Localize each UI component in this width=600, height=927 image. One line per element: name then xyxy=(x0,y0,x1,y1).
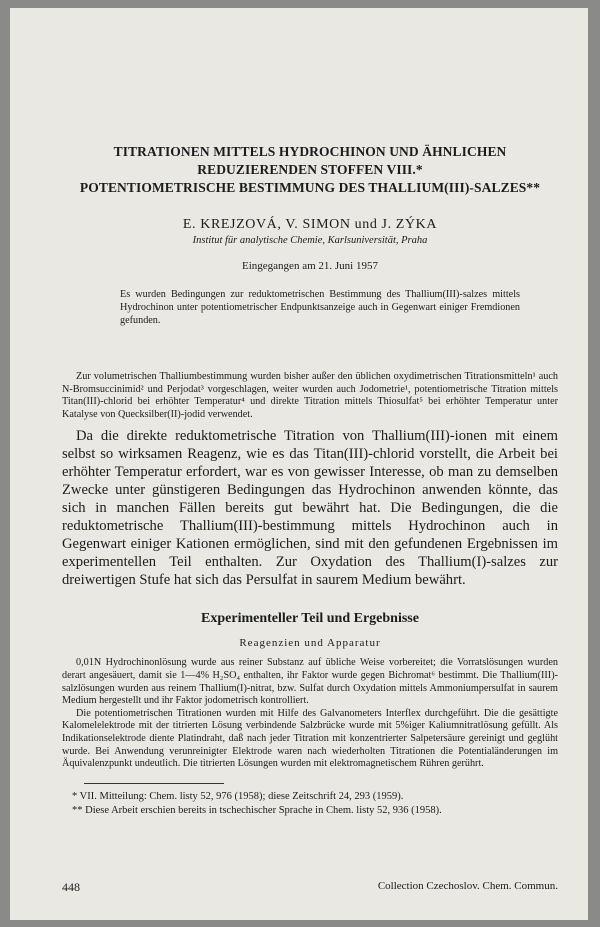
page-number: 448 xyxy=(62,880,80,894)
footnote-1: * VII. Mitteilung: Chem. listy 52, 976 (1958); diese Zeitschrift 24, 293 (1959). xyxy=(72,790,404,802)
title-line-2: REDUZIERENDEN STOFFEN VIII.* xyxy=(197,162,423,177)
section-heading: Experimenteller Teil und Ergebnisse xyxy=(201,611,419,627)
abstract: Es wurden Bedingungen zur reduktometrischen Bestimmung des Thallium(III)-salzes mittels Hydrochinon unter potentiometrischer Endpunktsanzeige auch in Gegenwart einiger Fremdionen gefunden. xyxy=(120,289,520,326)
title-line-3: POTENTIOMETRISCHE BESTIMMUNG DES THALLIUM(III)-SALZES** xyxy=(79,180,541,195)
footnote-2: ** Diese Arbeit erschien bereits in tschechischer Sprache in Chem. listy 52, 936 (1958). xyxy=(72,804,442,816)
received-date: Eingegangen am 21. Juni 1957 xyxy=(242,260,378,272)
reagents-paragraph: 0,01N Hydrochinonlösung wurde aus reiner Substanz auf übliche Weise vorbereitet; die Vorratslösungen wurden derart angesäuert, damit sie 1—4% H₂SO₄ enthalten, ihr Faktor wurde gegen Bichromat⁶ bestimmt. Die Thallium(III)-salzlösungen wurden aus reinem Thallium(I)-nitrat, bzw. Sulfat durch Oxydation mittels Ammoniumpersulfat in saurem Medium hergestellt und ihr Faktor jodometrisch kontrolliert. xyxy=(62,657,558,707)
journal-name: Collection Czechoslov. Chem. Commun. xyxy=(377,880,558,892)
intro-paragraph: Da die direkte reduktometrische Titration von Thallium(III)-ionen mit einem selbst so wirksamen Reagenz, wie es das Titan(III)-chlorid vorstellt, die Arbeit bei erhöhter Temperatur erfordert, war es von gewisser Interesse, ob man zu demselben Zwecke unter günstigeren Bedingungen das Hydrochinon anwenden könnte, das sich in manchen Fällen bereits gut bewährt hat. Die Bedingungen, die die reduktometrische Thallium(III)-bestimmung mittels Hydrochinon auch in Gegenwart einiger Kationen ermöglichen, sind mit den gefundenen Ergebnissen im experimentellen Teil enthalten. Zur Oxydation des Thallium(I)-salzes zur dreiwertigen Stufe hat sich das Persulfat in saurem Medium bewährt. xyxy=(62,428,558,589)
subsection-heading: Reagenzien und Apparatur xyxy=(239,637,381,650)
article-title xyxy=(62,143,558,197)
page-footer xyxy=(62,880,558,895)
footnote-rule xyxy=(84,783,224,784)
page xyxy=(10,8,588,920)
authors: E. KREJZOVÁ, V. SIMON und J. ZÝKA xyxy=(182,217,438,232)
intro-small-paragraph: Zur volumetrischen Thalliumbestimmung wurden bisher außer den üblichen oxydimetrischen Titrationsmitteln¹ auch N-Bromsuccinimid² und Perjodat³ vorgeschlagen, weiter wurden auch Jodometrie¹, potentiometrische Titration mittels Titan(III)-chlorid bei erhöhter Temperatur⁴ und direkte Titration mittels Thiosulfat⁵ bei erhöhter Temperatur unter Katalyse von Quecksilber(II)-jodid verwendet. xyxy=(62,371,558,420)
apparatus-paragraph: Die potentiometrischen Titrationen wurden mit Hilfe des Galvanometers Interflex durchgeführt. Die die gesättigte Kalomelelektrode mit der titrierten Lösung verbindende Salzbrücke wurde mit 5%iger Kaliumnitratlösung gefüllt. Als Indikationselektrode diente Platindraht, daß nach jeder Titration mit konzentrierter Salpetersäure gereinigt und geglüht wurde. Bei Anwendung verunreinigter Elektrode waren nach wiederholten Titrationen die Potentialänderungen im Äquivalenzpunkt undeutlich. Die titrierten Lösungen wurden mit elektromagnetischem Rühren gerührt. xyxy=(62,707,558,770)
title-line-1: TITRATIONEN MITTELS HYDROCHINON UND ÄHNLICHEN xyxy=(113,144,507,159)
institution: Institut für analytische Chemie, Karlsuniversität, Praha xyxy=(192,235,428,246)
